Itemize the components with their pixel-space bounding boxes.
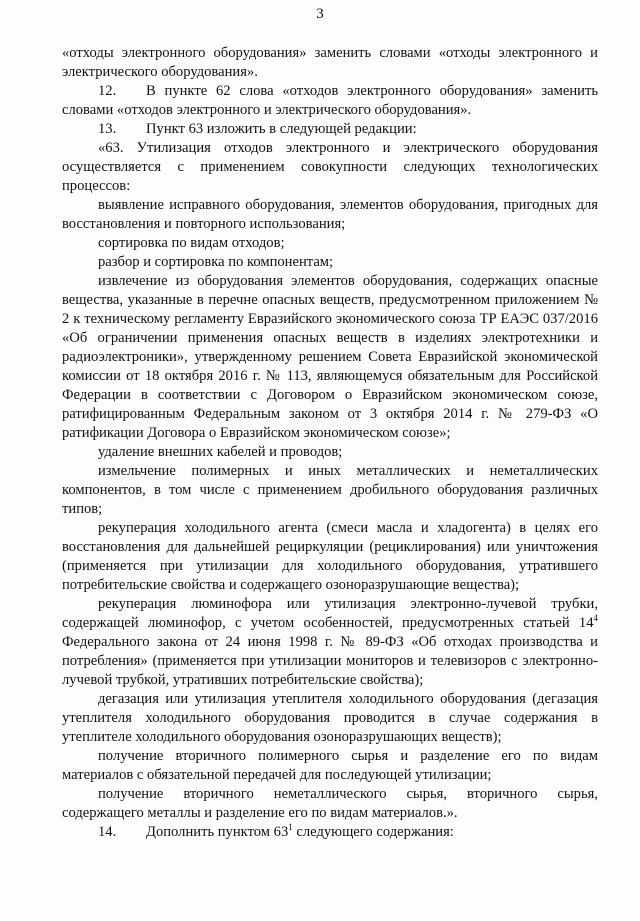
- superscript: 1: [288, 822, 293, 833]
- item-number: 12.: [98, 83, 117, 99]
- item-14: [62, 823, 598, 842]
- process-item: измельчение полимерных и иных металлических и неметаллических компонентов, в том числе с применением дробильного оборудования различных типов;: [62, 463, 598, 517]
- item-number: 13.: [98, 121, 117, 137]
- process-item: дегазация или утилизация утеплителя холодильного оборудования (дегазация утеплителя холодильного оборудования проводится в случае содержания в утеплителе холодильного оборудования озоноразрушающих веществ);: [62, 691, 598, 745]
- process-item: получение вторичного полимерного сырья и разделение его по видам материалов с обязательной передачей для последующей утилизации;: [62, 748, 598, 783]
- process-text: рекуперация люминофора или утилизация электронно-лучевой трубки, содержащей люминофор, с учетом особенностей, предусмотренных статьей 14: [62, 596, 598, 631]
- clause-63-intro: «63. Утилизация отходов электронного и электрического оборудования осуществляется с применением совокупности следующих технологических процессов:: [62, 140, 598, 194]
- item-text: следующего содержания:: [292, 824, 454, 840]
- process-item: выявление исправного оборудования, элементов оборудования, пригодных для восстановления и повторного использования;: [62, 197, 598, 232]
- process-item: разбор и сортировка по компонентам;: [98, 254, 334, 270]
- document-body: [62, 44, 598, 842]
- item-text: Пункт 63 изложить в следующей редакции:: [146, 121, 417, 137]
- item-text: В пункте 62 слова «отходов электронного оборудования» заменить словами «отходов электронного и электрического оборудования».: [62, 83, 598, 118]
- item-13: [62, 120, 598, 139]
- process-item: получение вторичного неметаллического сырья, вторичного сырья, содержащего металлы и разделение его по видам материалов.».: [62, 786, 598, 821]
- process-item: извлечение из оборудования элементов оборудования, содержащих опасные вещества, указанные в перечне опасных веществ, предусмотренном приложением № 2 к техническому регламенту Евразийского экономического союза ТР ЕАЭС 037/2016 «Об ограничении применения опасных веществ в изделиях электротехники и радиоэлектроники», утвержденному решением Совета Евразийской экономической комиссии от 18 октября 2016 г. № 113, являющемуся обязательным для Российской Федерации в соответствии с Договором о Евразийском экономическом союзе, ратифицированным Федеральным законом от 3 октября 2014 г. № 279-ФЗ «О ратификации Договора о Евразийском экономическом союзе»;: [62, 273, 598, 441]
- process-item: [62, 595, 598, 690]
- item-12: [62, 82, 598, 120]
- item-text: Дополнить пунктом 63: [146, 824, 289, 840]
- page-number: 3: [316, 6, 324, 22]
- process-text: Федерального закона от 24 июня 1998 г. № 89-ФЗ «Об отходах производства и потребления» (применяется при утилизации мониторов и телевизоров с электронно-лучевой трубкой, утративших потребительские свойства);: [62, 634, 598, 688]
- paragraph-continuation: «отходы электронного оборудования» заменить словами «отходы электронного и электрического оборудования».: [62, 45, 598, 80]
- process-item: сортировка по видам отходов;: [98, 235, 285, 251]
- superscript: 4: [593, 613, 598, 624]
- process-item: рекуперация холодильного агента (смеси масла и хладогента) в целях его восстановления для дальнейшей рециркуляции (рециклирования) или уничтожения (применяется при утилизации для холодильного оборудования, утратившего потребительские свойства и содержащего озоноразрушающие вещества);: [62, 520, 598, 593]
- item-number: 14.: [98, 824, 117, 840]
- process-item: удаление внешних кабелей и проводов;: [98, 444, 343, 460]
